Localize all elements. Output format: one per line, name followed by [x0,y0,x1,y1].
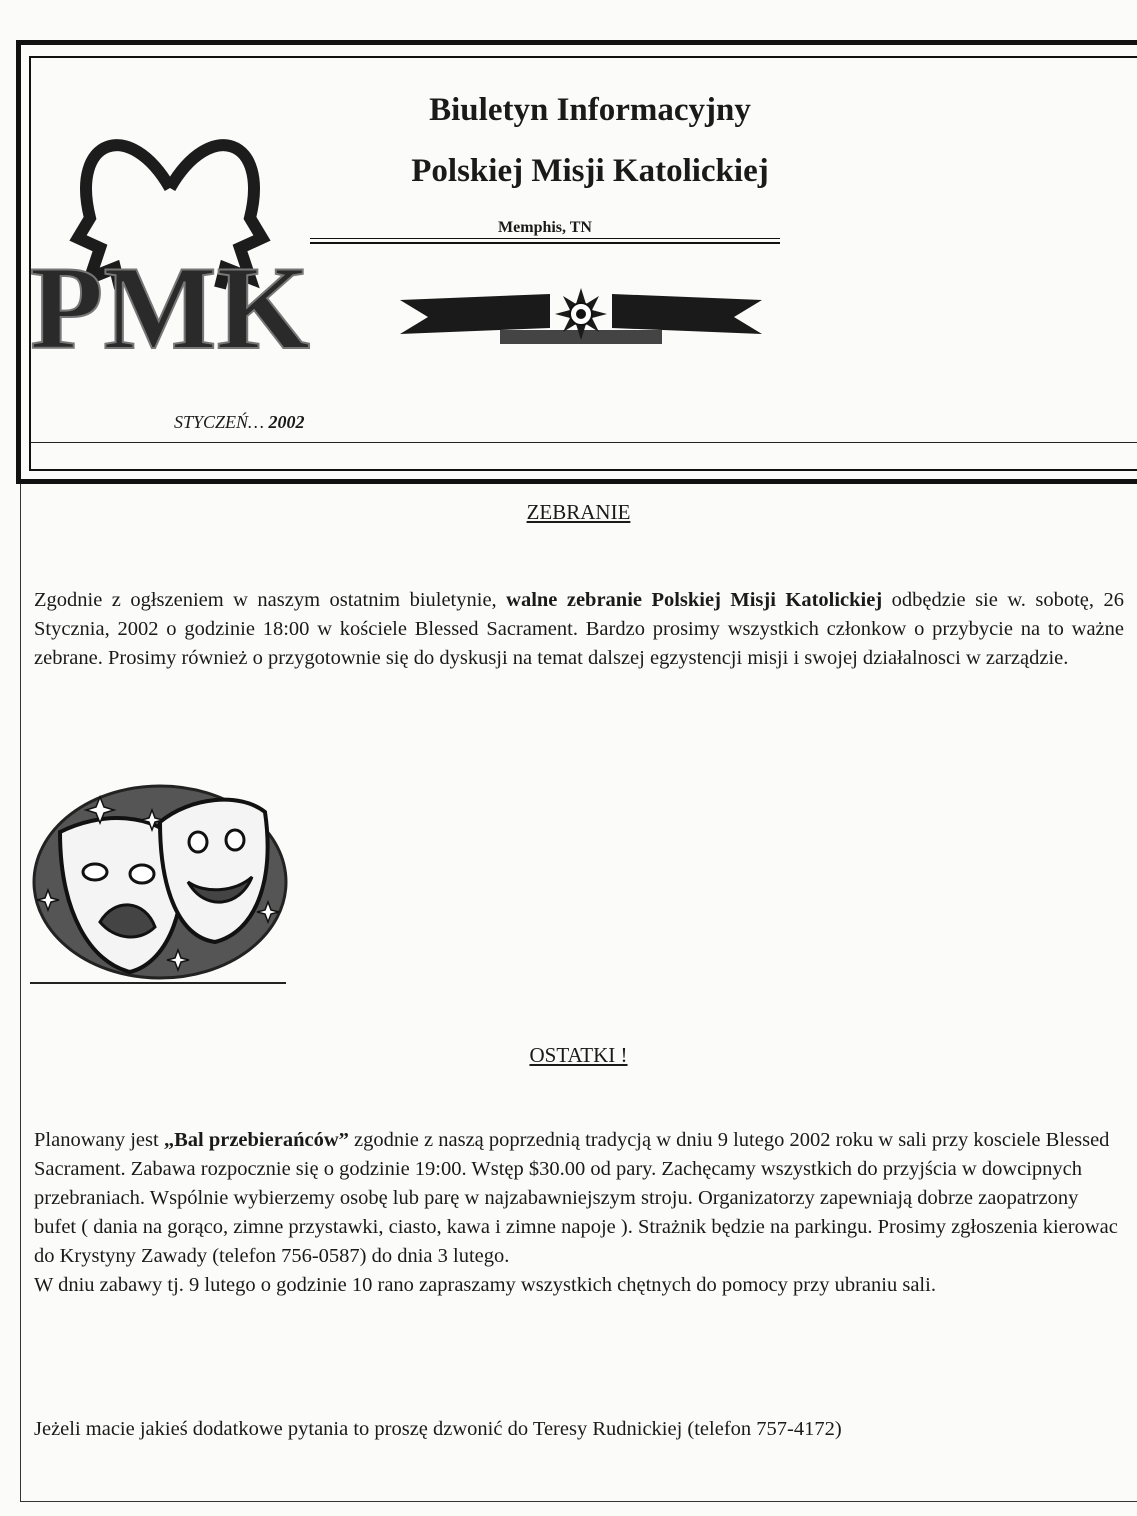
contact-line: Jeżeli macie jakieś dodatkowe pytania to proszę dzwonić do Teresy Rudnickiej (telefon 757-4172) [34,1418,842,1440]
zebranie-text-bold: walne zebranie Polskiej Misji Katolickiej [506,589,883,611]
zebranie-paragraph [34,586,1124,673]
issue-date [174,412,305,433]
ostatki-text-start: Planowany jest [34,1129,164,1151]
zebranie-heading: ZEBRANIE [526,500,631,524]
zebranie-text-end: odbędzie sie w. sobotę, 26 Stycznia, 2002 o godzinie 18:00 w kościele Blessed Sacrament. Bardzo prosimy wszystkich członkow o przybycie na to ważne zebrane. Prosimy również o przygotownie się do dyskusji na temat dalszej egzystencji misji i swojej działalnosci w zarządzie. [34,589,1124,669]
theater-masks-icon [30,782,290,982]
ostatki-heading: OSTATKI ! [529,1043,628,1067]
location-label: Memphis, TN [498,219,592,236]
issue-year: 2002 [268,412,305,432]
header-divider [31,442,1137,443]
masks-underline [30,982,286,984]
zebranie-text-start: Zgodnie z ogłszeniem w naszym ostatnim biuletynie, [34,589,507,611]
location-underline [310,238,780,244]
logo-letters: PMK [30,241,310,374]
ostatki-text-bold: „Bal przebierańców” [163,1129,349,1151]
ostatki-text-end: zgodnie z naszą poprzednią tradycją w dniu 9 lutego 2002 roku w sali przy kosciele Blessed Sacrament. Zabawa rozpocznie się o godzinie 19:00. Wstęp $30.00 od pary. Zachęcamy wszystkich do przyjścia w dowcipnych przebraniach. Wspólnie wybierzemy osobę lub parę w najzabawniejszym stroju. Organizatorzy zapewniają dobrze zaopatrzony bufet ( dania na gorąco, zimne przystawki, ciasto, kawa i zimne napoje ). Strażnik będzie na parkingu. Prosimy zgłoszenia kierowac do Krystyny Zawady (telefon 756-0587) do dnia 3 lutego. [34,1129,1118,1267]
bulletin-title: Biuletyn Informacyjny [429,92,751,128]
mission-title: Polskiej Misji Katolickiej [411,153,769,189]
ostatki-paragraph [34,1126,1124,1300]
ostatki-text-second: W dniu zabawy tj. 9 lutego o godzinie 10 rano zapraszamy wszystkich chętnych do pomocy przy ubraniu sali. [34,1274,936,1296]
pmk-monogram-logo [30,118,310,374]
issue-month: STYCZEŃ… [174,412,265,432]
sunburst-divider-icon [400,282,762,352]
